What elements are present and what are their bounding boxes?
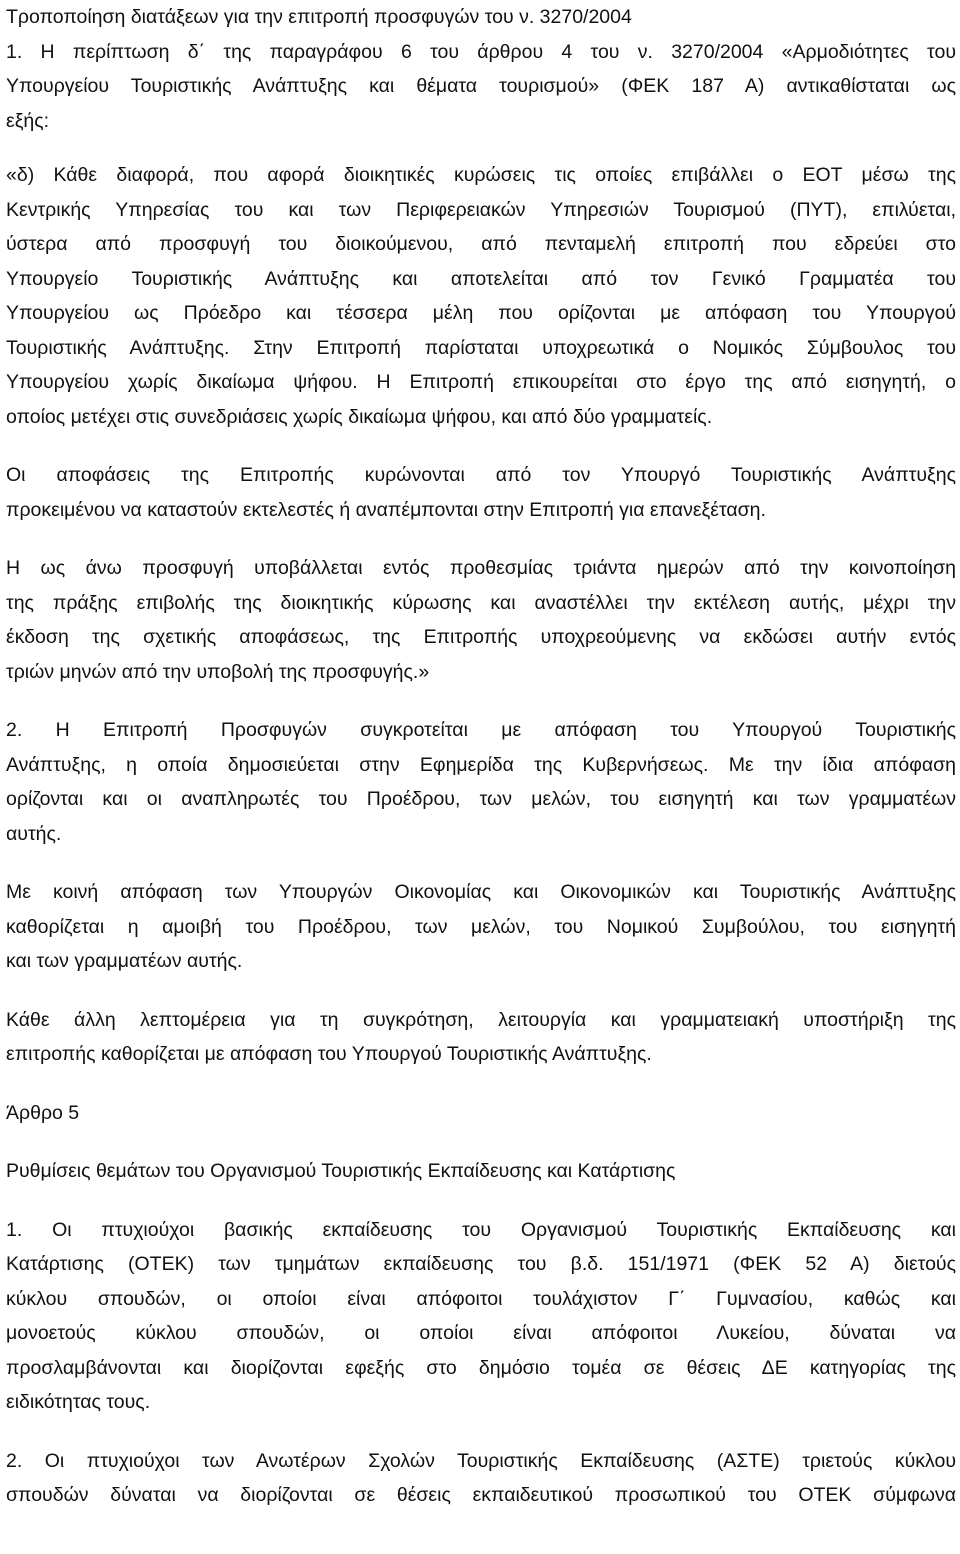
text-line: ύστερα από προσφυγή του διοικούμενου, από πενταμελή επιτροπή που εδρεύει στο xyxy=(6,233,956,255)
text-line: εξής: xyxy=(6,109,50,132)
text-line: 1. Οι πτυχιούχοι βασικής εκπαίδευσης του Οργανισμού Τουριστικής Εκπαίδευσης και xyxy=(6,1218,956,1241)
text-line: προσλαμβάνονται και διορίζονται εφεξής στο δημόσιο τομέα σε θέσεις ΔΕ κατηγορίας της xyxy=(6,1356,956,1379)
text-line: σπουδών δύναται να διορίζονται σε θέσεις εκπαιδευτικού προσωπικού του ΟΤΕΚ σύμφωνα xyxy=(6,1484,956,1506)
text-line: αυτής. xyxy=(6,822,62,845)
text-line: 2. Η Επιτροπή Προσφυγών συγκροτείται με απόφαση του Υπουργού Τουριστικής xyxy=(6,719,956,741)
text-line: Υπουργείου χωρίς δικαίωμα ψήφου. Η Επιτροπή επικουρείται στο έργο της από εισηγητή, ο xyxy=(6,371,956,393)
article-heading: Άρθρο 5 xyxy=(6,1101,80,1124)
text-line: τριών μηνών από την υποβολή της προσφυγής.» xyxy=(6,660,430,683)
text-line: ορίζονται και οι αναπληρωτές του Προέδρου, των μελών, του εισηγητή και των γραμματέων xyxy=(6,788,956,810)
text-line: της πράξης επιβολής της διοικητικής κύρωσης και αναστέλλει την εκτέλεση αυτής, μέχρι την xyxy=(6,591,956,614)
text-line: Υπουργείου Τουριστικής Ανάπτυξης και θέματα τουρισμού» (ΦΕΚ 187 Α) αντικαθίσταται ως xyxy=(6,75,956,97)
text-line: Υπουργείο Τουριστικής Ανάπτυξης και αποτελείται από τον Γενικό Γραμματέα του xyxy=(6,267,956,290)
text-line: καθορίζεται η αμοιβή του Προέδρου, των μελών, του Νομικού Συμβούλου, του εισηγητή xyxy=(6,915,956,938)
document-title: Τροποποίηση διατάξεων για την επιτροπή προσφυγών του ν. 3270/2004 xyxy=(6,6,632,28)
paragraph-5 xyxy=(6,713,956,851)
paragraph-9 xyxy=(6,1444,956,1513)
text-line: Τουριστικής Ανάπτυξης. Στην Επιτροπή παρίσταται υποχρεωτικά ο Νομικός Σύμβουλος του xyxy=(6,336,956,359)
text-line: «δ) Κάθε διαφορά, που αφορά διοικητικές κυρώσεις τις οποίες επιβάλλει ο ΕΟΤ μέσω της xyxy=(6,164,956,186)
paragraph-8 xyxy=(6,1213,956,1420)
text-line: οποίος μετέχει στις συνεδριάσεις χωρίς δικαίωμα ψήφου, και από δύο γραμματείς. xyxy=(6,405,713,428)
text-line: Κατάρτισης (ΟΤΕΚ) των τμημάτων εκπαίδευσης του β.δ. 151/1971 (ΦΕΚ 52 Α) διετούς xyxy=(6,1253,956,1275)
text-line: Η ως άνω προσφυγή υποβάλλεται εντός προθεσμίας τριάντα ημερών από την κοινοποίηση xyxy=(6,557,956,579)
text-line: 2. Οι πτυχιούχοι των Ανωτέρων Σχολών Τουριστικής Εκπαίδευσης (ΑΣΤΕ) τριετούς κύκλου xyxy=(6,1449,956,1472)
text-line: ειδικότητας τους. xyxy=(6,1391,151,1413)
text-line: Ανάπτυξης, η οποία δημοσιεύεται στην Εφημερίδα της Κυβερνήσεως. Με την ίδια απόφαση xyxy=(6,753,956,776)
paragraph-4 xyxy=(6,551,956,689)
paragraph-6 xyxy=(6,875,956,979)
paragraph-1 xyxy=(6,35,956,139)
text-line: 1. Η περίπτωση δ΄ της παραγράφου 6 του άρθρου 4 του ν. 3270/2004 «Αρμοδιότητες του xyxy=(6,40,956,63)
text-line: κύκλου σπουδών, οι οποίοι είναι απόφοιτοι τουλάχιστον Γ΄ Γυμνασίου, καθώς και xyxy=(6,1287,956,1310)
text-line: μονοετούς κύκλου σπουδών, οι οποίοι είναι απόφοιτοι Λυκείου, δύναται να xyxy=(6,1322,956,1344)
text-line: Υπουργείου ως Πρόεδρο και τέσσερα μέλη που ορίζονται με απόφαση του Υπουργού xyxy=(6,302,956,324)
paragraph-7 xyxy=(6,1003,956,1072)
text-line: Κεντρικής Υπηρεσίας του και των Περιφερειακών Υπηρεσιών Τουρισμού (ΠΥΤ), επιλύεται, xyxy=(6,198,956,221)
text-line: Οι αποφάσεις της Επιτροπής κυρώνονται από τον Υπουργό Τουριστικής Ανάπτυξης xyxy=(6,464,956,486)
text-line: και των γραμματέων αυτής. xyxy=(6,950,243,972)
text-line: προκειμένου να καταστούν εκτελεστές ή αναπέμπονται στην Επιτροπή για επανεξέταση. xyxy=(6,498,766,521)
document-page xyxy=(6,0,956,1513)
text-line: επιτροπής καθορίζεται με απόφαση του Υπουργού Τουριστικής Ανάπτυξης. xyxy=(6,1043,652,1065)
article-title: Ρυθμίσεις θεμάτων του Οργανισμού Τουριστικής Εκπαίδευσης και Κατάρτισης xyxy=(6,1160,676,1182)
text-line: έκδοση της σχετικής αποφάσεως, της Επιτροπής υποχρεούμενης να εκδώσει αυτήν εντός xyxy=(6,626,956,648)
text-line: Με κοινή απόφαση των Υπουργών Οικονομίας και Οικονομικών και Τουριστικής Ανάπτυξης xyxy=(6,881,956,903)
paragraph-2 xyxy=(6,158,956,434)
text-line: Κάθε άλλη λεπτομέρεια για τη συγκρότηση, λειτουργία και γραμματειακή υποστήριξη της xyxy=(6,1008,956,1031)
paragraph-3 xyxy=(6,458,956,527)
